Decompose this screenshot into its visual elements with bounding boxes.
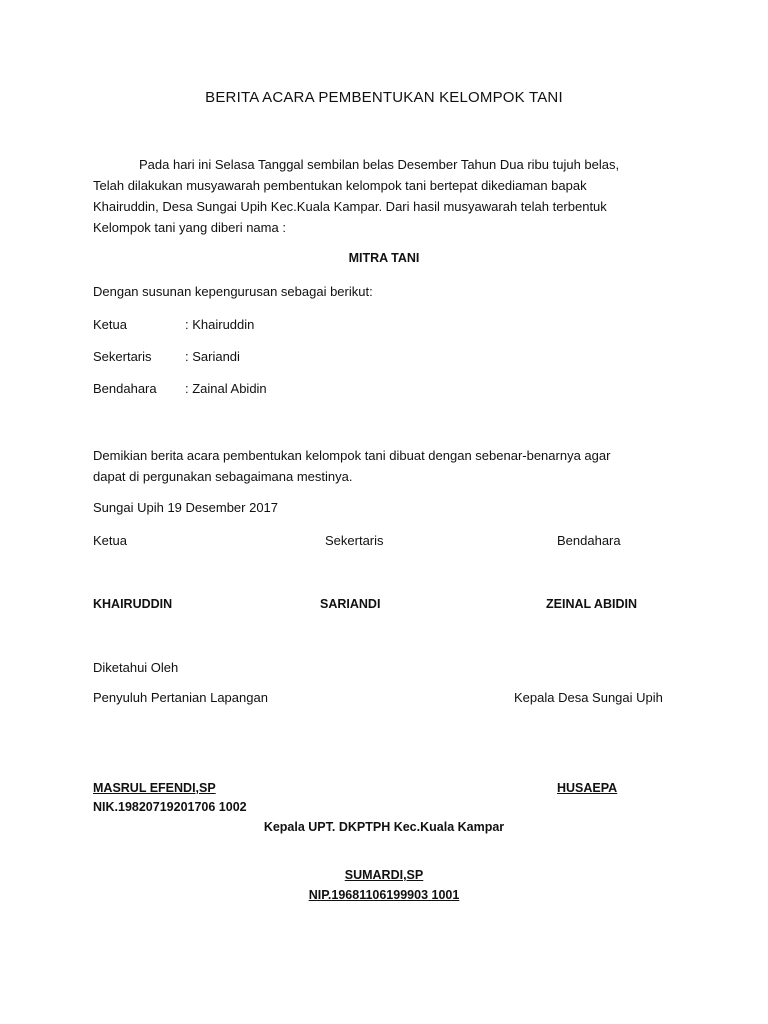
group-name-wrapper — [0, 251, 768, 265]
officer-role: Bendahara — [93, 381, 157, 396]
village-head-title: Kepala Desa Sungai Upih — [514, 690, 663, 705]
upt-head-title: Kepala UPT. DKPTPH Kec.Kuala Kampar — [263, 820, 505, 834]
opening-line: Telah dilakukan musyawarah pembentukan kelompok tani bertepat dikediaman bapak — [93, 178, 587, 193]
signatory-name: SARIANDI — [320, 597, 381, 611]
village-head-name: HUSAEPA — [557, 781, 618, 795]
officer-name: : Khairuddin — [185, 317, 255, 332]
signatory-role: Sekertaris — [325, 533, 384, 548]
document-title — [0, 89, 768, 106]
acknowledged-by: Diketahui Oleh — [93, 660, 179, 675]
structure-intro: Dengan susunan kepengurusan sebagai berikut: — [93, 284, 373, 299]
group-name: MITRA TANI — [348, 251, 420, 265]
upt-head-id: NIP.19681106199903 1001 — [308, 888, 460, 902]
extension-officer-name: MASRUL EFENDI,SP — [93, 781, 216, 795]
officer-role: Ketua — [93, 317, 127, 332]
closing-line: Demikian berita acara pembentukan kelompok tani dibuat dengan sebenar-benarnya agar — [93, 448, 611, 463]
extension-officer-title: Penyuluh Pertanian Lapangan — [93, 690, 268, 705]
opening-line: Pada hari ini Selasa Tanggal sembilan belas Desember Tahun Dua ribu tujuh belas, — [139, 157, 620, 172]
signatory-role: Ketua — [93, 533, 127, 548]
signatory-role: Bendahara — [557, 533, 621, 548]
extension-officer-id: NIK.19820719201706 1002 — [93, 800, 247, 814]
opening-line: Kelompok tani yang diberi nama : — [93, 220, 286, 235]
signatory-name: KHAIRUDDIN — [93, 597, 173, 611]
closing-line: dapat di pergunakan sebagaimana mestinya. — [93, 469, 353, 484]
upt-head-name-wrapper — [0, 868, 768, 882]
opening-line: Khairuddin, Desa Sungai Upih Kec.Kuala Kampar. Dari hasil musyawarah telah terbentuk — [93, 199, 607, 214]
officer-name: : Zainal Abidin — [185, 381, 267, 396]
upt-head-id-wrapper — [0, 888, 768, 902]
upt-head-name: SUMARDI,SP — [344, 868, 424, 882]
place-date: Sungai Upih 19 Desember 2017 — [93, 500, 279, 515]
signatory-name: ZEINAL ABIDIN — [546, 597, 637, 611]
document-title-text: BERITA ACARA PEMBENTUKAN KELOMPOK TANI — [205, 89, 563, 106]
officer-role: Sekertaris — [93, 349, 152, 364]
upt-head-title-wrapper — [0, 820, 768, 834]
officer-name: : Sariandi — [185, 349, 240, 364]
